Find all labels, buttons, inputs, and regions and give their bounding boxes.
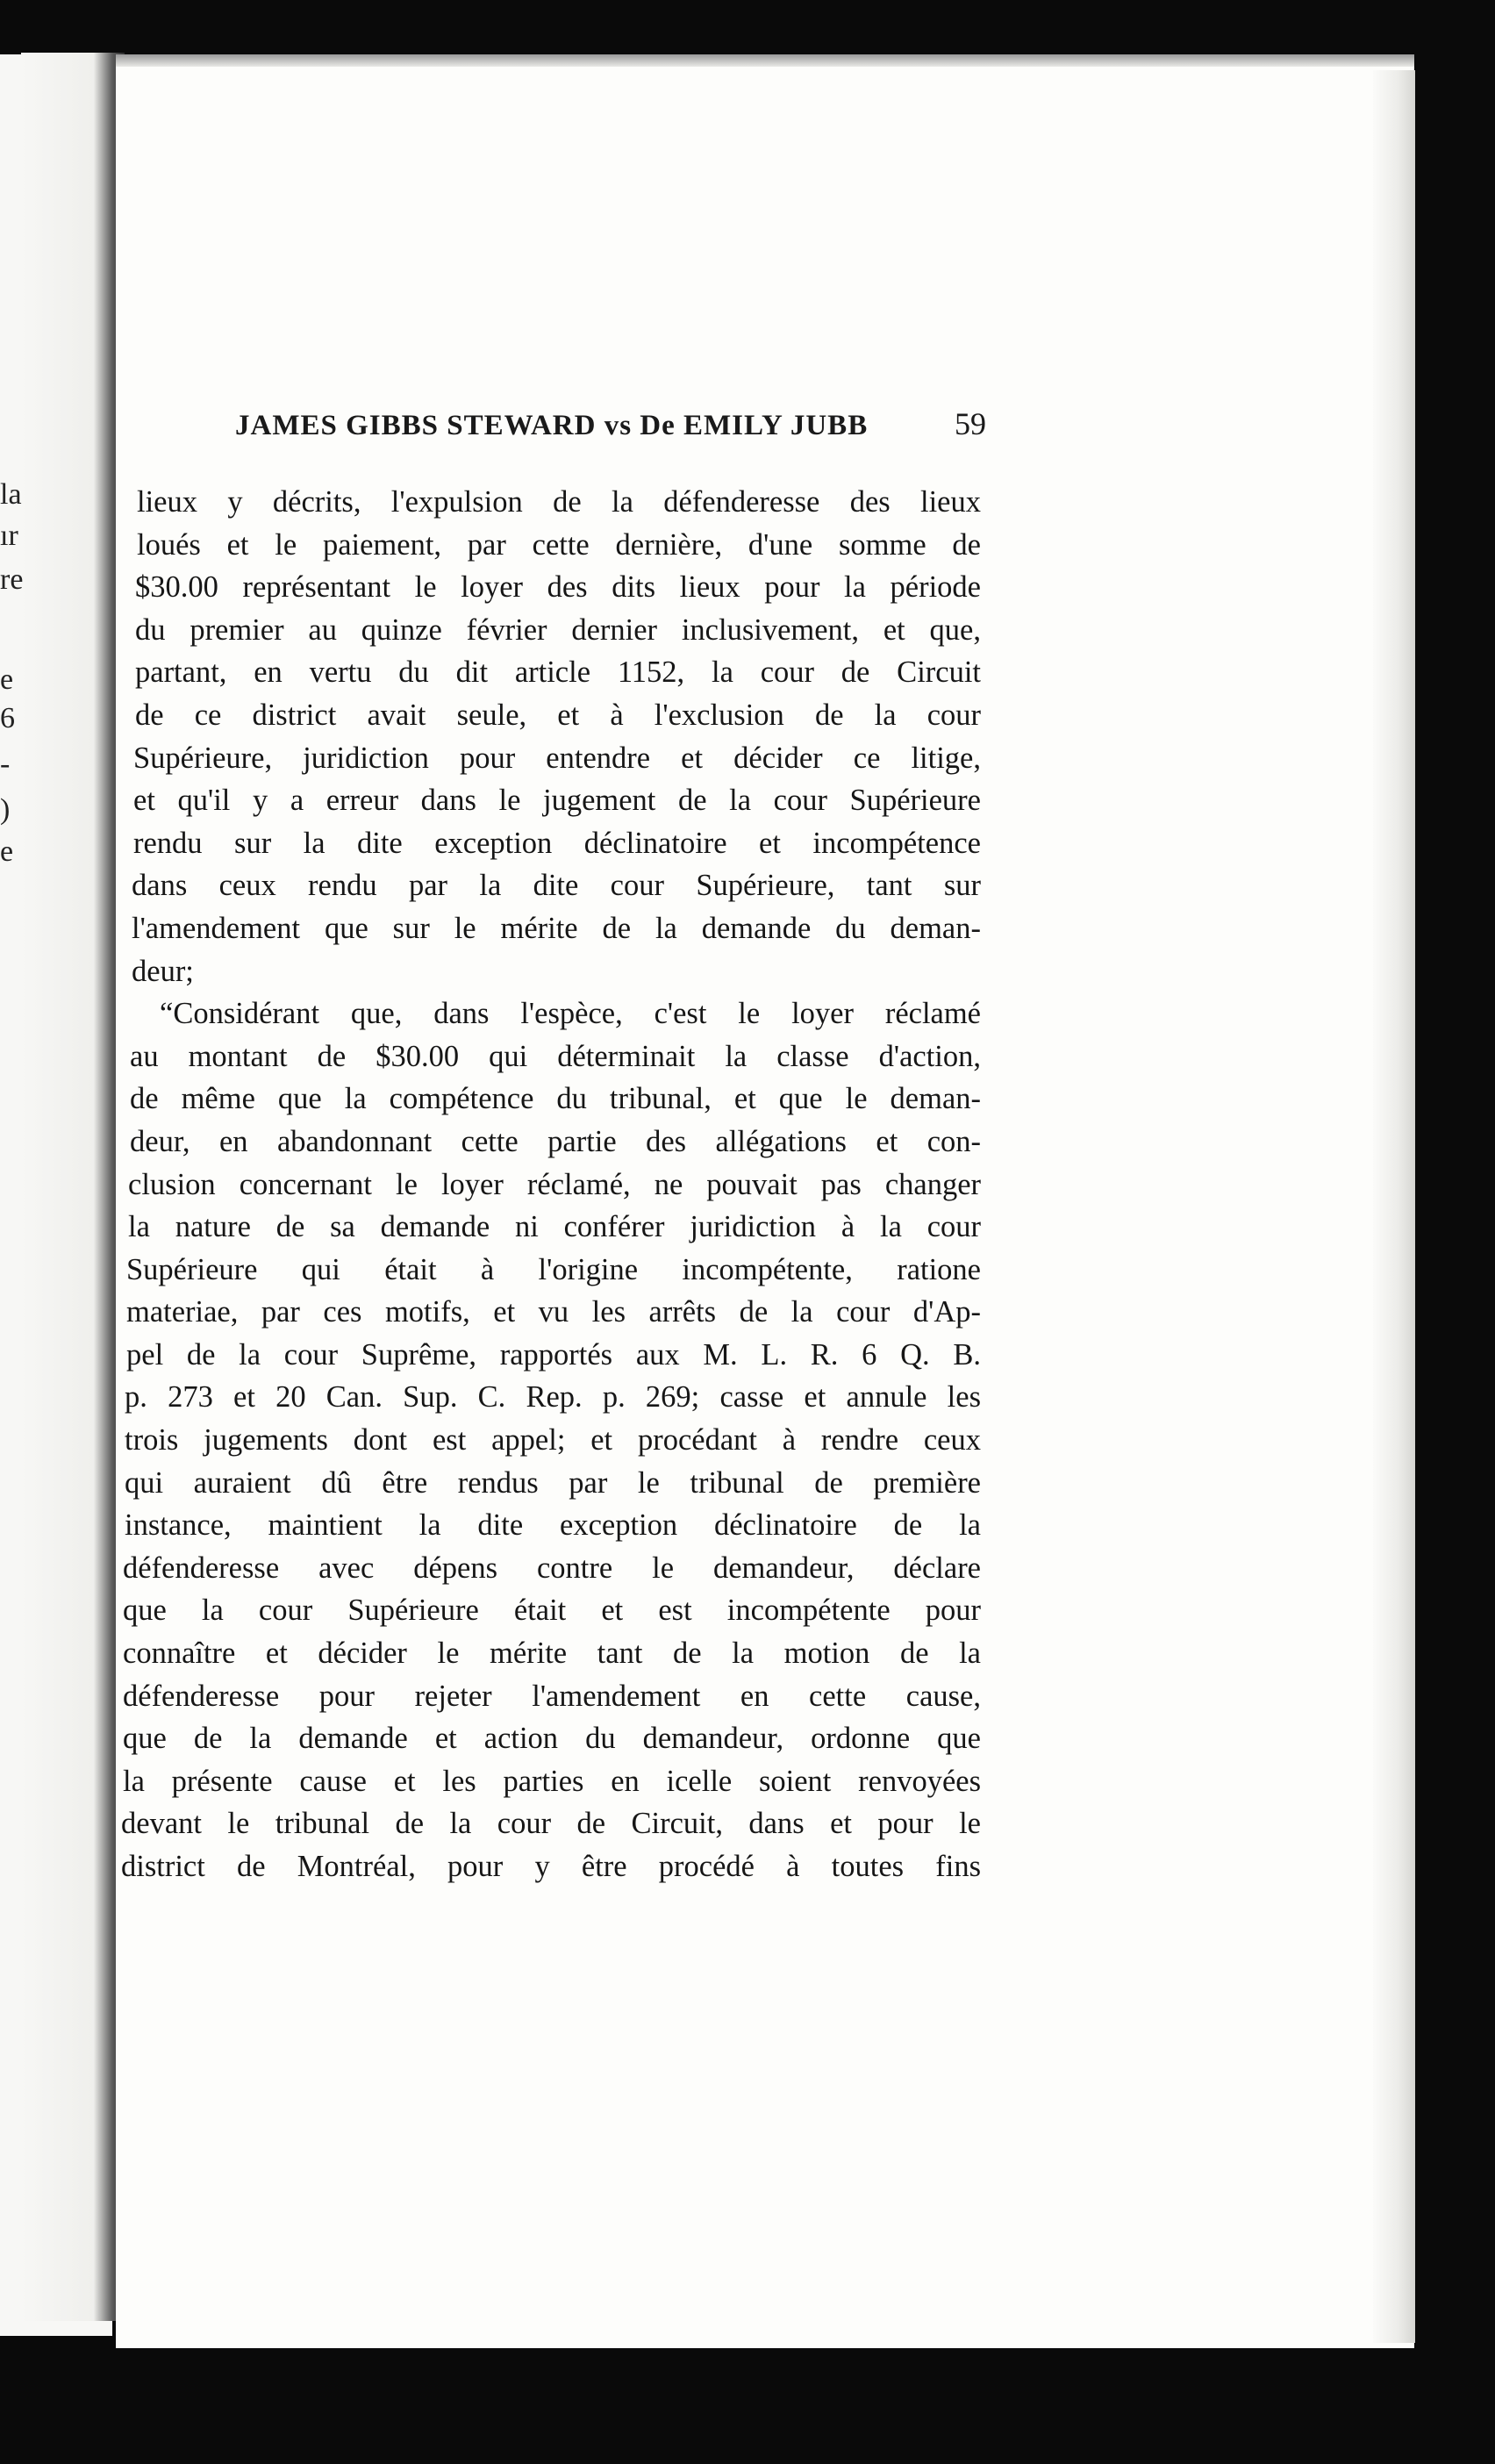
- text-line: p. 273 et 20 Can. Sup. C. Rep. p. 269; casse et annule les: [125, 1380, 981, 1415]
- text-line: $30.00 représentant le loyer des dits lieux pour la période: [135, 570, 981, 605]
- text-line: qui auraient dû être rendus par le tribunal de première: [125, 1465, 981, 1500]
- text-line: dans ceux rendu par la dite cour Supérieure, tant sur: [132, 869, 981, 903]
- text-line: instance, maintient la dite exception déclinatoire de la: [125, 1508, 981, 1543]
- text-line: devant le tribunal de la cour de Circuit, dans et pour le: [121, 1807, 981, 1841]
- body-text: [123, 481, 981, 1888]
- page-top-edge: [116, 54, 1414, 67]
- page-number: 59: [955, 406, 986, 441]
- facing-page-fragment: ır: [0, 519, 18, 552]
- text-line: partant, en vertu du dit article 1152, la cour de Circuit: [135, 655, 981, 690]
- text-line: deur, en abandonnant cette partie des allégations et con-: [130, 1124, 981, 1158]
- text-line: défenderesse pour rejeter l'amendement en cette cause,: [123, 1679, 981, 1713]
- text-line: du premier au quinze février dernier inclusivement, et que,: [135, 612, 981, 647]
- text-line: lieux y décrits, l'expulsion de la défenderesse des lieux: [137, 485, 981, 519]
- text-line: défenderesse avec dépens contre le demandeur, déclare: [123, 1551, 981, 1585]
- text-line: deur;: [132, 954, 194, 988]
- facing-page-fragment: la: [0, 478, 22, 511]
- text-line: la nature de sa demande ni conférer juridiction à la cour: [128, 1210, 981, 1244]
- text-line: au montant de $30.00 qui déterminait la classe d'action,: [130, 1039, 981, 1073]
- running-title: JAMES GIBBS STEWARD vs De EMILY JUBB: [235, 410, 869, 441]
- text-line: “Considérant que, dans l'espèce, c'est le loyer réclamé: [160, 997, 981, 1031]
- facing-page-fragment: re: [0, 563, 24, 596]
- text-line: que la cour Supérieure était et est incompétente pour: [123, 1594, 981, 1628]
- text-line: et qu'il y a erreur dans le jugement de la cour Supérieure: [133, 784, 981, 818]
- text-line: Supérieure qui était à l'origine incompétente, ratione: [126, 1252, 981, 1286]
- text-line: la présente cause et les parties en icelle soient renvoyées: [123, 1764, 981, 1798]
- facing-page-fragment: e: [0, 835, 14, 868]
- facing-page-fragment: 6: [0, 702, 15, 734]
- facing-page-fragment: e: [0, 663, 14, 696]
- text-line: rendu sur la dite exception déclinatoire et incompétence: [133, 826, 981, 860]
- page-gutter: [21, 53, 125, 2321]
- text-line: l'amendement que sur le mérite de la demande du deman-: [132, 911, 981, 945]
- text-line: clusion concernant le loyer réclamé, ne pouvait pas changer: [128, 1167, 981, 1201]
- text-line: Supérieure, juridiction pour entendre et décider ce litige,: [133, 741, 981, 775]
- text-line: loués et le paiement, par cette dernière, d'une somme de: [137, 527, 981, 562]
- text-line: district de Montréal, pour y être procédé à toutes fins: [121, 1850, 981, 1883]
- text-line: materiae, par ces motifs, et vu les arrêts de la cour d'Ap-: [126, 1295, 981, 1329]
- facing-page-fragment: ): [0, 793, 11, 826]
- page-fore-edge: [1373, 70, 1415, 2343]
- facing-page-fragment: -: [0, 748, 11, 780]
- text-line: de ce district avait seule, et à l'exclusion de la cour: [135, 698, 981, 732]
- text-line: trois jugements dont est appel; et procédant à rendre ceux: [125, 1423, 981, 1458]
- text-line: pel de la cour Suprême, rapportés aux M. L. R. 6 Q. B.: [126, 1337, 981, 1372]
- running-head: [235, 405, 986, 442]
- text-line: que de la demande et action du demandeur, ordonne que: [123, 1722, 981, 1756]
- text-line: de même que la compétence du tribunal, et que le deman-: [130, 1082, 981, 1116]
- text-line: connaître et décider le mérite tant de la motion de la: [123, 1637, 981, 1671]
